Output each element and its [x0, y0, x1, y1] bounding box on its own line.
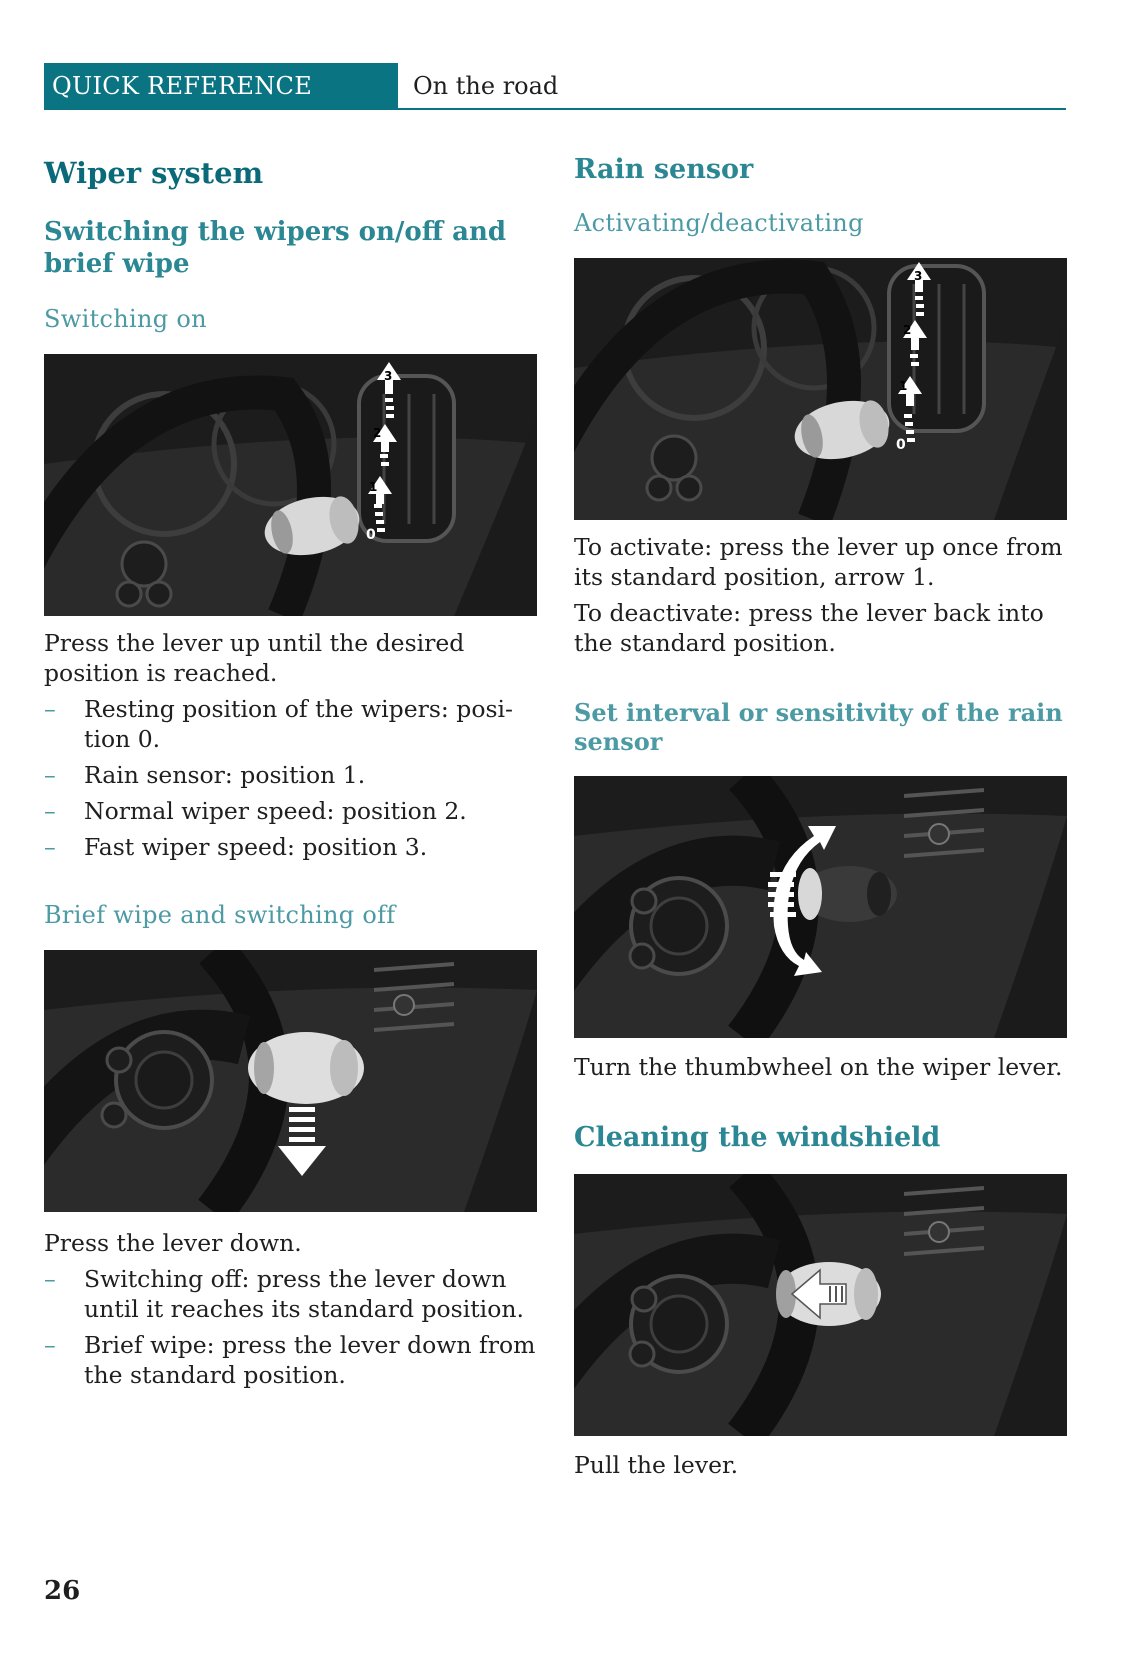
subsection-heading: Activating/deactivating	[574, 209, 864, 237]
rain-activate-text: To activate: press the lever up once from its standard position, arrow 1.	[574, 533, 1063, 591]
interval-heading: Set interval or sensitivity of the rain sensor	[574, 698, 1063, 756]
subsection-heading: Brief wipe and switching off	[44, 901, 396, 929]
rain-sensor-lever-illustration	[574, 258, 1067, 520]
rain-deactivate-text: To deactivate: press the lever back into the standard position.	[574, 599, 1044, 657]
header-rule	[44, 108, 1066, 110]
list-item: – Normal wiper speed: position 2.	[44, 797, 467, 825]
pull-lever-text: Pull the lever.	[574, 1451, 739, 1479]
list-item: – Brief wipe: press the lever down from the standard position.	[44, 1331, 536, 1389]
right-column	[574, 150, 1069, 1480]
section-heading: Switching the wipers on/off and brief wipe	[44, 217, 507, 279]
position-label-0: 0	[366, 527, 376, 543]
thumbwheel-illustration	[574, 776, 1067, 1038]
switching-on-intro: Press the lever up until the desired position is reached.	[44, 629, 465, 687]
wiper-lever-down-illustration	[44, 950, 537, 1212]
left-column	[44, 150, 539, 1390]
rain-sensor-title: Rain sensor	[574, 154, 754, 185]
position-label-0: 0	[896, 437, 906, 453]
brief-wipe-intro: Press the lever down.	[44, 1229, 302, 1257]
position-label-3: 3	[914, 269, 923, 283]
position-label-2: 2	[903, 323, 912, 337]
switching-on-list	[44, 694, 539, 862]
list-item: – Fast wiper speed: position 3.	[44, 833, 428, 861]
brief-wipe-list	[44, 1264, 539, 1390]
cleaning-title: Cleaning the windshield	[574, 1122, 941, 1153]
position-label-3: 3	[384, 369, 393, 383]
pull-lever-illustration	[574, 1174, 1067, 1436]
list-item: – Switching off: press the lever down until it reaches its standard position.	[44, 1265, 524, 1323]
position-label-1: 1	[369, 480, 378, 494]
page-number: 26	[44, 1576, 81, 1606]
chapter-title: On the road	[413, 72, 559, 100]
position-label-1: 1	[899, 379, 908, 393]
thumbwheel-text: Turn the thumbwheel on the wiper lever.	[574, 1053, 1063, 1081]
position-label-2: 2	[373, 426, 382, 440]
subsection-heading: Switching on	[44, 305, 207, 333]
list-item: – Resting position of the wipers: posi- tion 0.	[44, 695, 513, 753]
section-tab: QUICK REFERENCE	[44, 63, 398, 109]
list-item: – Rain sensor: position 1.	[44, 761, 366, 789]
page-title: Wiper system	[44, 156, 264, 190]
wiper-lever-up-illustration	[44, 354, 537, 616]
